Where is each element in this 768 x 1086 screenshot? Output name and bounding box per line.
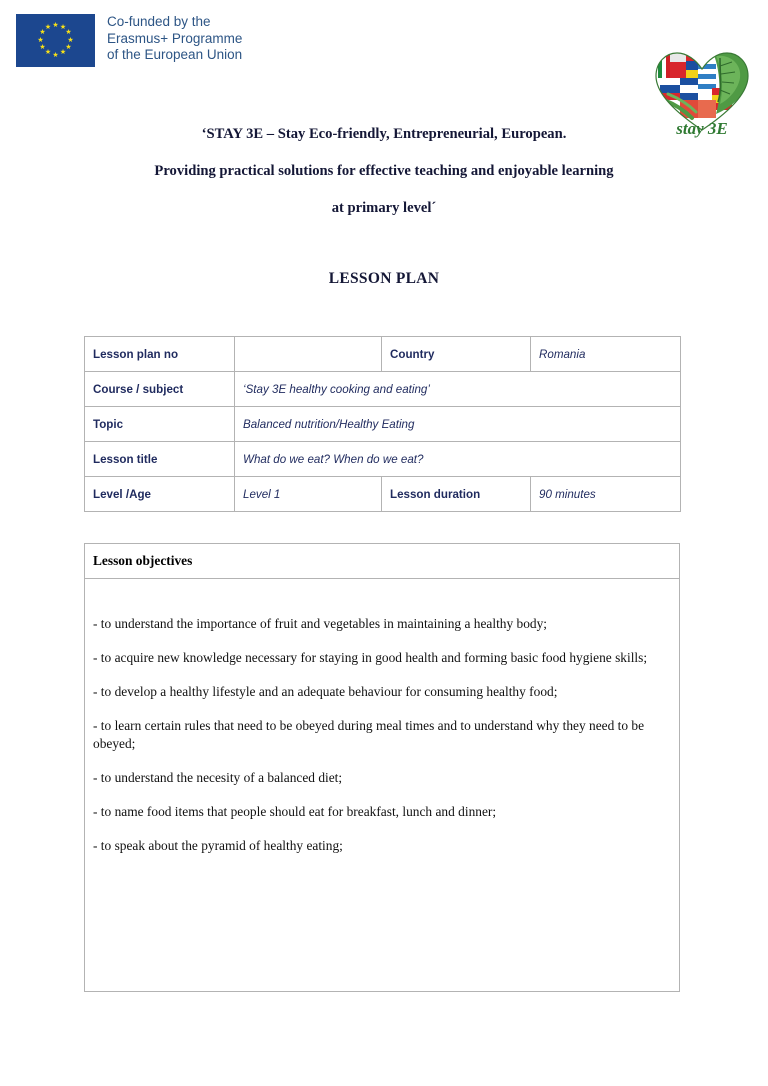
table-cell-value: Level 1 [235,477,382,512]
table-cell-label: Lesson duration [382,477,531,512]
table-cell-label: Level /Age [85,477,235,512]
table-row [85,372,681,407]
erasmus-line-2: Erasmus+ Programme [107,30,243,46]
project-title-line-1: ‘STAY 3E – Stay Eco-friendly, Entrepreneurial, European. [201,126,567,142]
objectives-heading: Lesson objectives [85,544,680,579]
table-cell-label: Lesson title [85,442,235,477]
objectives-body-row [85,579,680,992]
erasmus-cofunding-text [107,14,242,64]
objective-item: - to speak about the pyramid of healthy eating; [93,838,343,853]
table-cell-value: What do we eat? When do we eat? [235,442,681,477]
table-cell-label: Country [382,337,531,372]
project-title-line-2: Providing practical solutions for effective teaching and enjoyable learning [154,163,614,179]
objective-item: - to understand the necesity of a balanced diet; [93,770,343,785]
objective-item: - to develop a healthy lifestyle and an adequate behaviour for consuming healthy food; [93,684,558,699]
table-cell-value: Romania [531,337,681,372]
table-cell-label: Course / subject [85,372,235,407]
lesson-info-table [84,336,681,512]
table-row [85,337,681,372]
project-title-line-3: at primary level´ [331,200,437,216]
objectives-list [85,579,680,992]
objective-item: - to understand the importance of fruit and vegetables in maintaining a healthy body; [93,616,548,631]
table-cell-value: 90 minutes [531,477,681,512]
table-row [85,407,681,442]
erasmus-cofunding-logo [16,14,242,67]
table-cell-value: ‘Stay 3E healthy cooking and eating’ [235,372,681,407]
table-cell-label: Lesson plan no [85,337,235,372]
objective-item: - to learn certain rules that need to be obeyed during meal times and to understand why they need to be obeyed; [93,718,645,751]
erasmus-line-3: of the European Union [107,47,243,62]
table-cell-value [235,337,382,372]
table-row [85,442,681,477]
european-union-flag-icon: ★ ★ ★ ★ ★ ★ ★ ★ ★ ★ ★ ★ [16,14,95,67]
lesson-info-table-body [85,337,681,512]
lesson-objectives-box [84,543,680,992]
page-title: LESSON PLAN [328,270,440,287]
table-cell-value: Balanced nutrition/Healthy Eating [235,407,681,442]
erasmus-line-1: Co-funded by the [107,14,211,29]
objectives-header-row [85,544,680,579]
table-cell-label: Topic [85,407,235,442]
objective-item: - to name food items that people should eat for breakfast, lunch and dinner; [93,804,497,819]
objective-item: - to acquire new knowledge necessary for staying in good health and forming basic food hygiene skills; [93,650,648,665]
project-title [0,126,768,217]
table-row [85,477,681,512]
stay3e-script-text: stay 3E [676,119,728,138]
